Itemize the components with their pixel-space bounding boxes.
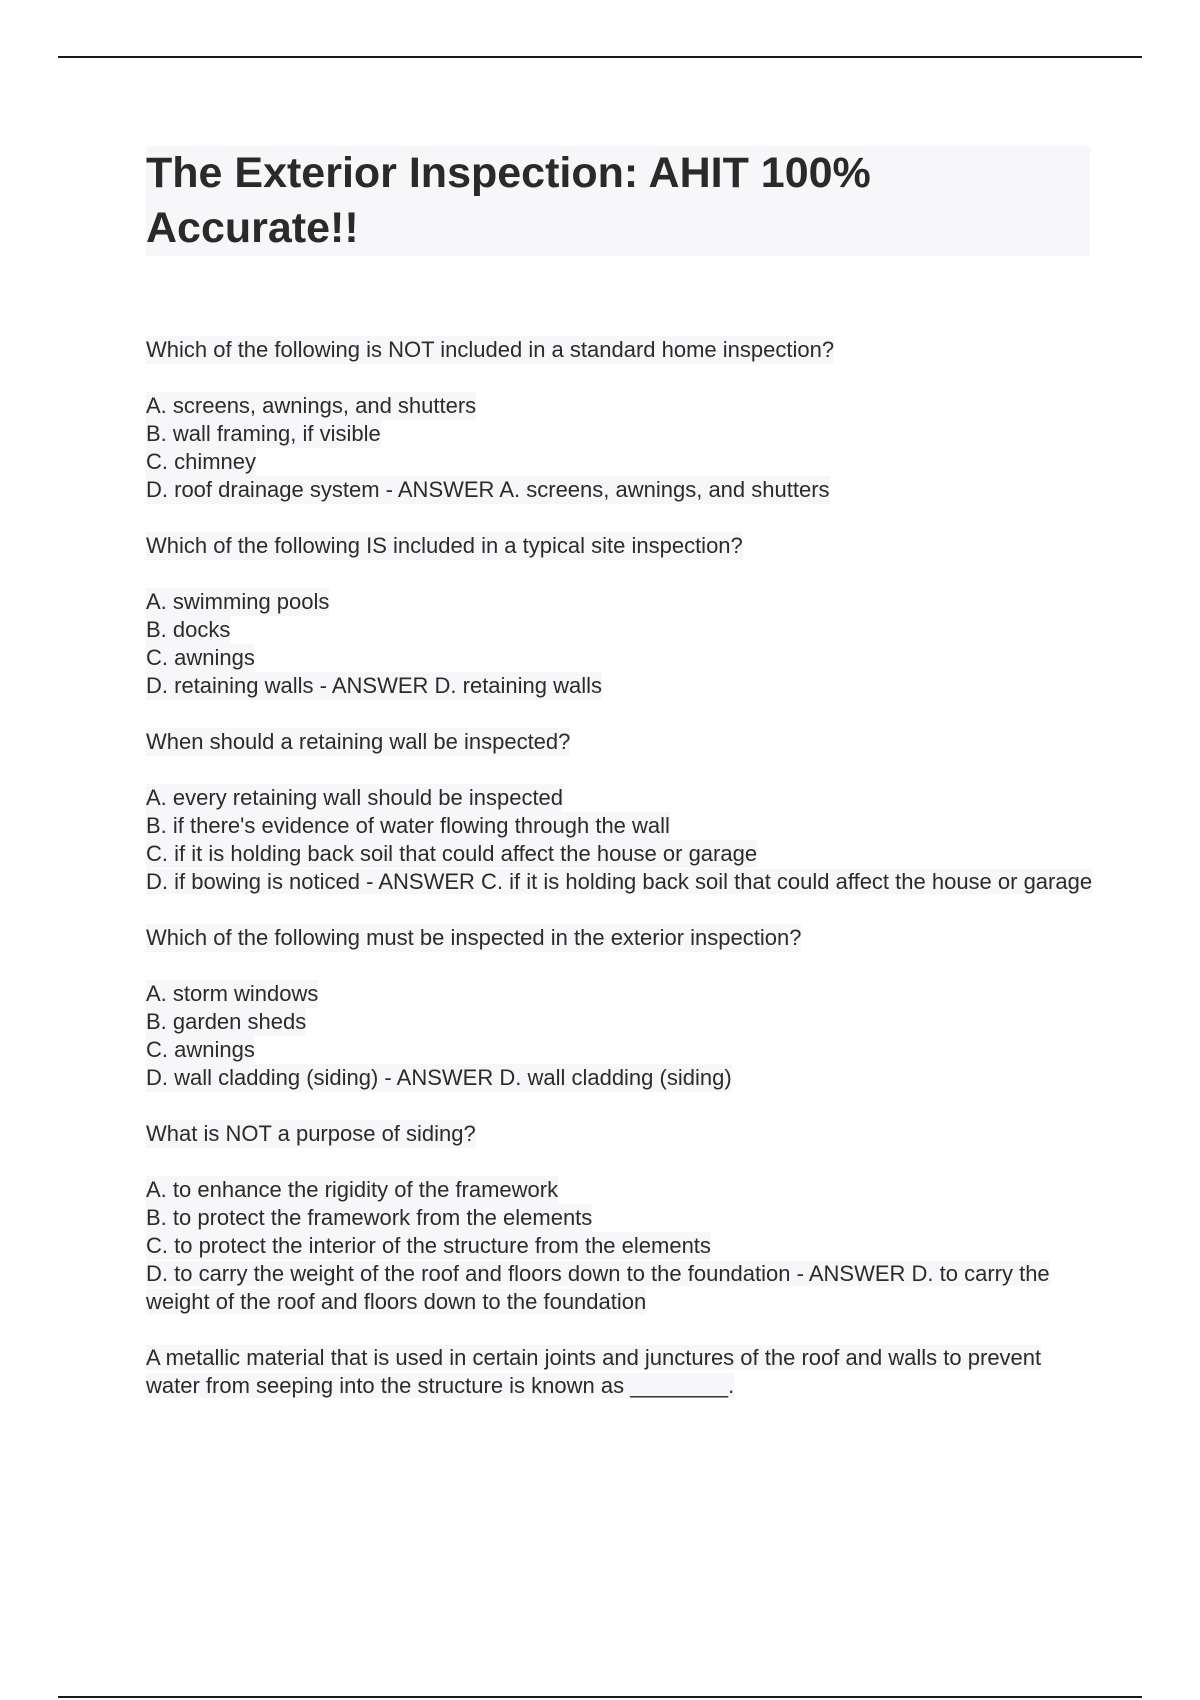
answer-option-text: D. if bowing is noticed - ANSWER C. if it is holding back soil that could affect the house or garage: [146, 869, 1093, 894]
answer-option-with-answer: D. retaining walls - ANSWER D. retaining walls: [146, 673, 603, 698]
answer-option: C. if it is holding back soil that could affect the house or garage: [146, 841, 758, 866]
question-text: When should a retaining wall be inspected?: [146, 729, 571, 754]
answer-option: C. awnings: [146, 645, 255, 670]
final-question-text: A metallic material that is used in certain joints and junctures of the roof and walls to prevent water from seeping into the structure is known as ________.: [146, 1345, 1042, 1398]
question-text: Which of the following must be inspected in the exterior inspection?: [146, 925, 802, 950]
question-block-6: [146, 1344, 1096, 1400]
document-title: The Exterior Inspection: AHIT 100% Accurate!!: [146, 149, 871, 252]
answer-option-with-answer: D. roof drainage system - ANSWER A. screens, awnings, and shutters: [146, 477, 830, 502]
answer-option: A. swimming pools: [146, 589, 330, 614]
title-block: [146, 146, 1090, 256]
answer-option-with-answer: [146, 1260, 1096, 1316]
answer-option: B. wall framing, if visible: [146, 421, 381, 446]
answer-option: B. if there's evidence of water flowing through the wall: [146, 813, 670, 838]
answer-option: B. garden sheds: [146, 1009, 307, 1034]
question-block-2: [146, 532, 1096, 700]
answer-option-with-answer: [146, 868, 1096, 896]
answer-option: A. to enhance the rigidity of the framework: [146, 1177, 559, 1202]
answer-option: B. to protect the framework from the elements: [146, 1205, 593, 1230]
answer-option: C. chimney: [146, 449, 257, 474]
question-text: Which of the following is NOT included in a standard home inspection?: [146, 337, 835, 362]
question-block-1: [146, 336, 1096, 504]
question-block-5: [146, 1120, 1096, 1316]
footer-rule: [58, 1696, 1142, 1698]
answer-option: C. to protect the interior of the structure from the elements: [146, 1233, 711, 1258]
answer-option: A. screens, awnings, and shutters: [146, 393, 477, 418]
answer-option: A. every retaining wall should be inspected: [146, 785, 564, 810]
answer-option-text: D. to carry the weight of the roof and floors down to the foundation - ANSWER D. to carry the weight of the roof and floors down to the foundation: [146, 1261, 1050, 1314]
header-rule: [58, 56, 1142, 58]
answer-option-with-answer: D. wall cladding (siding) - ANSWER D. wall cladding (siding): [146, 1065, 732, 1090]
answer-option: C. awnings: [146, 1037, 255, 1062]
question-block-3: [146, 728, 1096, 896]
question-text: What is NOT a purpose of siding?: [146, 1121, 476, 1146]
answer-option: A. storm windows: [146, 981, 319, 1006]
question-text: [146, 1344, 1096, 1400]
answer-option: B. docks: [146, 617, 231, 642]
question-block-4: [146, 924, 1096, 1092]
question-text: Which of the following IS included in a typical site inspection?: [146, 533, 743, 558]
question-list: [146, 336, 1096, 1428]
